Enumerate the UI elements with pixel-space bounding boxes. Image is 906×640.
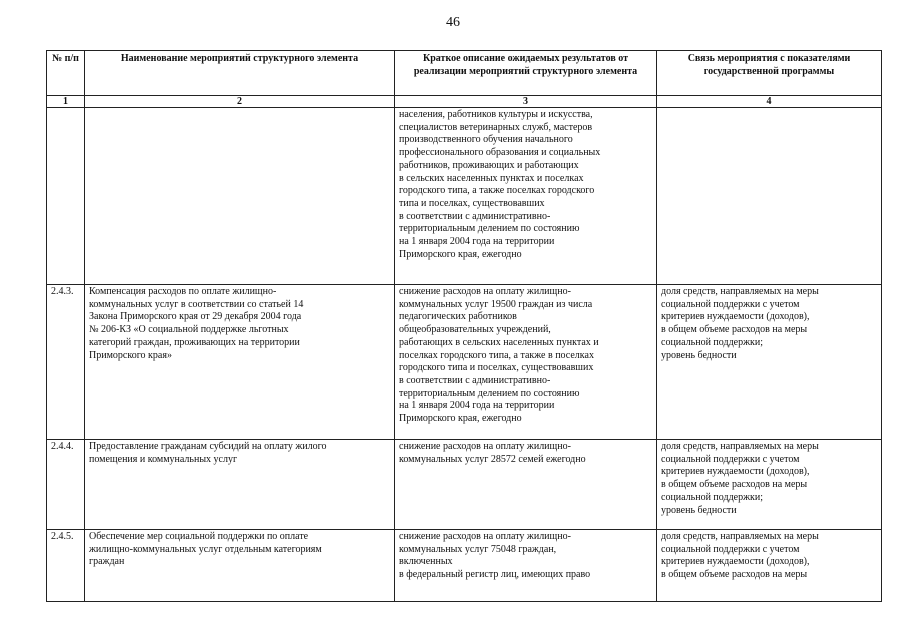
- desc-line: коммунальных услуг 19500 граждан из числа: [399, 298, 593, 310]
- table-row: [47, 440, 882, 530]
- row-desc-cell: [395, 440, 657, 530]
- continuation-link-cell: [657, 108, 882, 285]
- desc-line: территориальным делением по состоянию: [399, 387, 580, 399]
- desc-line: снижение расходов на оплату жилищно-: [399, 286, 571, 297]
- desc-line: снижение расходов на оплату жилищно-: [399, 531, 571, 542]
- column-number: 2: [85, 96, 395, 108]
- row-link-cell: [657, 440, 882, 530]
- link-line: социальной поддержки с учетом: [661, 453, 800, 465]
- table-row: [47, 530, 882, 602]
- desc-line: Приморского края, ежегодно: [399, 248, 522, 260]
- continuation-num-cell: [47, 108, 85, 285]
- desc-line: в сельских населенных пунктах и поселках: [399, 172, 584, 184]
- desc-line: в соответствии с административно-: [399, 374, 551, 386]
- desc-line: включенных: [399, 556, 453, 568]
- link-line: социальной поддержки;: [661, 491, 763, 503]
- desc-line: населения, работников культуры и искусства,: [399, 109, 593, 120]
- desc-line: в федеральный регистр лиц, имеющих право: [399, 569, 591, 581]
- desc-line: специалистов ветеринарных служб, мастеров: [399, 121, 593, 133]
- link-line: социальной поддержки;: [661, 336, 763, 348]
- link-line: в общем объеме расходов на меры: [661, 569, 808, 581]
- table-row: [47, 285, 882, 440]
- desc-line: коммунальных услуг 28572 семей ежегодно: [399, 453, 586, 465]
- header-num: № п/п: [47, 51, 85, 96]
- link-line: в общем объеме расходов на меры: [661, 324, 808, 336]
- desc-line: на 1 января 2004 года на территории: [399, 236, 555, 248]
- link-line: критериев нуждаемости (доходов),: [661, 311, 810, 323]
- desc-line: работающих в сельских населенных пунктах и: [399, 336, 599, 348]
- desc-line: педагогических работников: [399, 311, 517, 323]
- desc-line: Приморского края, ежегодно: [399, 413, 522, 425]
- name-line: Закона Приморского края от 29 декабря 2004 года: [89, 311, 302, 323]
- desc-line: на 1 января 2004 года на территории: [399, 400, 555, 412]
- link-line: доля средств, направляемых на меры: [661, 286, 819, 297]
- column-number: 4: [657, 96, 882, 108]
- link-line: доля средств, направляемых на меры: [661, 441, 819, 452]
- desc-line: городского типа, а также поселках городского: [399, 185, 595, 197]
- name-line: Предоставление гражданам субсидий на оплату жилого: [89, 441, 327, 452]
- desc-line: городского типа и поселках, существовавших: [399, 362, 594, 374]
- name-line: № 206-КЗ «О социальной поддержке льготных: [89, 324, 289, 336]
- desc-line: в соответствии с административно-: [399, 210, 551, 222]
- row-number: 2.4.3.: [47, 285, 85, 440]
- desc-line: профессионального образования и социальных: [399, 147, 601, 159]
- link-line: в общем объеме расходов на меры: [661, 479, 808, 491]
- column-number: 1: [47, 96, 85, 108]
- link-line: уровень бедности: [661, 349, 737, 361]
- link-line: критериев нуждаемости (доходов),: [661, 466, 810, 478]
- row-number: 2.4.4.: [47, 440, 85, 530]
- row-name-cell: [85, 440, 395, 530]
- link-line: критериев нуждаемости (доходов),: [661, 556, 810, 568]
- table-header-row: [47, 51, 882, 96]
- desc-line: снижение расходов на оплату жилищно-: [399, 441, 571, 452]
- header-desc: Краткое описание ожидаемых результатов от реализации мероприятий структурного элемента: [395, 51, 657, 96]
- desc-line: типа и поселках, существовавших: [399, 197, 545, 209]
- continuation-desc-cell: [395, 108, 657, 285]
- column-number: 3: [395, 96, 657, 108]
- desc-line: поселках городского типа, а также в поселках: [399, 349, 594, 361]
- name-line: жилищно-коммунальных услуг отдельным категориям: [89, 543, 322, 555]
- measures-table: [46, 50, 882, 602]
- name-line: Обеспечение мер социальной поддержки по оплате: [89, 531, 309, 542]
- name-line: коммунальных услуг в соответствии со статьей 14: [89, 298, 304, 310]
- link-line: социальной поддержки с учетом: [661, 298, 800, 310]
- row-desc-cell: [395, 285, 657, 440]
- name-line: помещения и коммунальных услуг: [89, 453, 238, 465]
- name-line: Компенсация расходов по оплате жилищно-: [89, 286, 277, 297]
- link-line: доля средств, направляемых на меры: [661, 531, 819, 542]
- column-number-row: [47, 96, 882, 108]
- link-line: социальной поддержки с учетом: [661, 543, 800, 555]
- row-number: 2.4.5.: [47, 530, 85, 602]
- row-name-cell: [85, 285, 395, 440]
- name-line: Приморского края»: [89, 349, 172, 361]
- continuation-row: [47, 108, 882, 285]
- row-link-cell: [657, 530, 882, 602]
- header-name: Наименование мероприятий структурного элемента: [85, 51, 395, 96]
- desc-line: территориальным делением по состоянию: [399, 223, 580, 235]
- row-name-cell: [85, 530, 395, 602]
- row-link-cell: [657, 285, 882, 440]
- desc-line: производственного обучения начального: [399, 134, 573, 146]
- continuation-name-cell: [85, 108, 395, 285]
- desc-line: коммунальных услуг 75048 граждан,: [399, 543, 557, 555]
- desc-line: работников, проживающих и работающих: [399, 159, 579, 171]
- header-link: Связь мероприятия с показателями государственной программы: [657, 51, 882, 96]
- name-line: категорий граждан, проживающих на территории: [89, 336, 300, 348]
- desc-line: общеобразовательных учреждений,: [399, 324, 551, 336]
- row-desc-cell: [395, 530, 657, 602]
- link-line: уровень бедности: [661, 504, 737, 516]
- name-line: граждан: [89, 556, 125, 568]
- page-number: 46: [446, 15, 460, 30]
